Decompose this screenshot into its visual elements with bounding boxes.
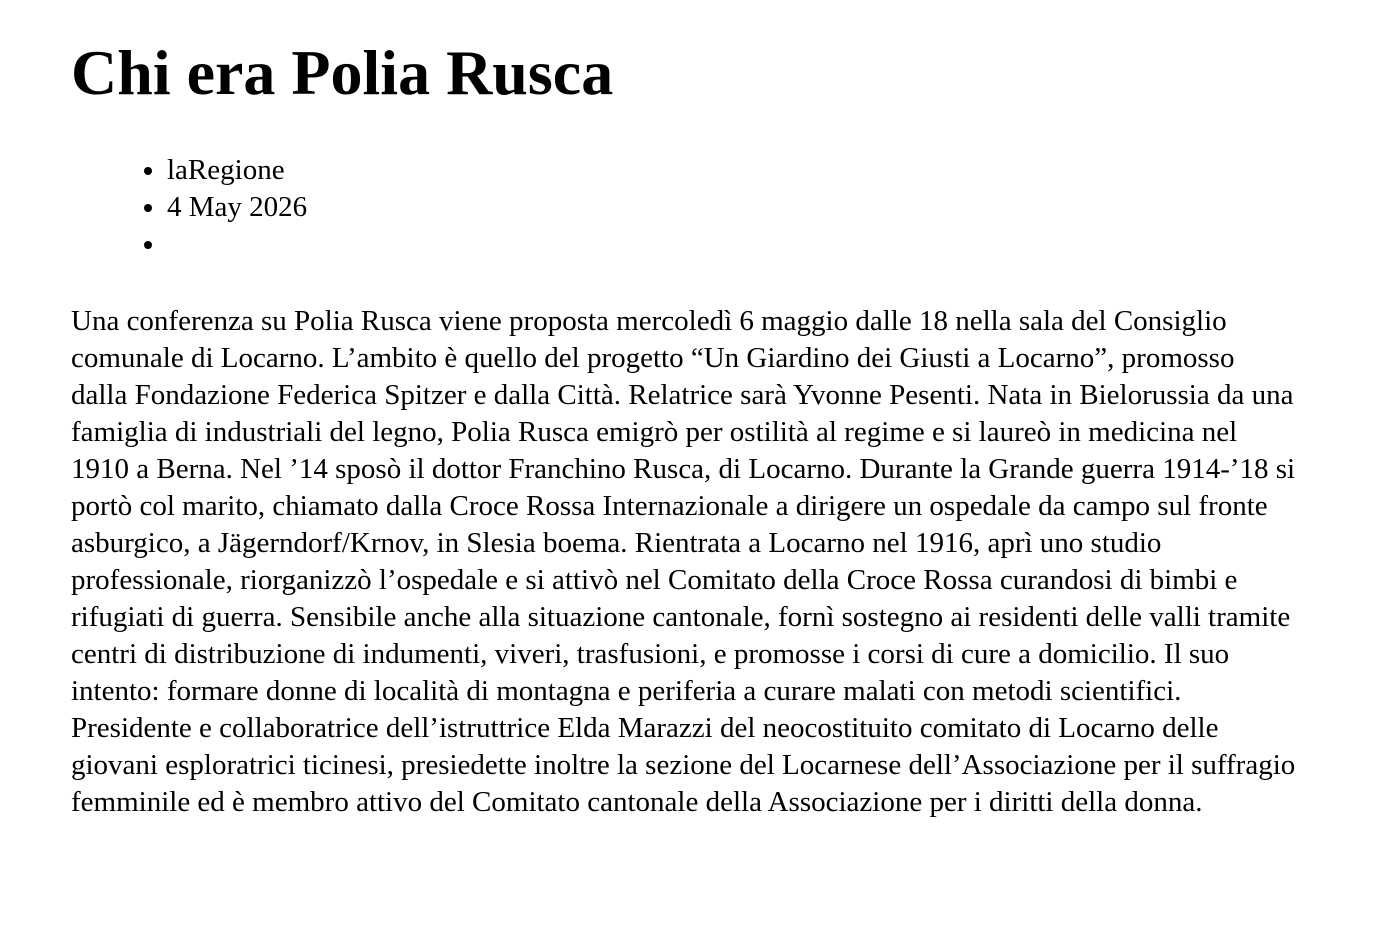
meta-empty-item: [167, 226, 1311, 263]
article-meta-list: [71, 152, 1311, 263]
meta-source: • laRegione: [167, 152, 1311, 189]
article-body: Una conferenza su Polia Rusca viene proposta mercoledì 6 maggio dalle 18 nella sala del Consiglio comunale di Locarno. L’ambito è quello del progetto “Un Giardino dei Giusti a Locarno”, promosso dalla Fondazione Federica Spitzer e dalla Città. Relatrice sarà Yvonne Pesenti. Nata in Bielorussia da una famiglia di industriali del legno, Polia Rusca emigrò per ostilità al regime e si laureò in medicina nel 1910 a Berna. Nel ’14 sposò il dottor Franchino Rusca, di Locarno. Durante la Grande guerra 1914-’18 si portò col marito, chiamato dalla Croce Rossa Internazionale a dirigere un ospedale da campo sul fronte asburgico, a Jägerndorf/Krnov, in Slesia boema. Rientrata a Locarno nel 1916, aprì uno studio professionale, riorganizzò l’ospedale e si attivò nel Comitato della Croce Rossa curandosi di bimbi e rifugiati di guerra. Sensibile anche alla situazione cantonale, fornì sostegno ai residenti delle valli tramite centri di distribuzione di indumenti, viveri, trasfusioni, e promosse i corsi di cure a domicilio. Il suo intento: formare donne di località di montagna e periferia a curare malati con metodi scientifici. Presidente e collaboratrice dell’istruttrice Elda Marazzi del neocostituito comitato di Locarno delle giovani esploratrici ticinesi, presiedette inoltre la sezione del Locarnese dell’Associazione per il suffragio femminile ed è membro attivo del Comitato cantonale della Associazione per i diritti della donna.: [71, 305, 1296, 818]
article-title: Chi era Polia Rusca: [71, 37, 614, 108]
meta-date: • 4 May 2026: [167, 189, 1311, 226]
